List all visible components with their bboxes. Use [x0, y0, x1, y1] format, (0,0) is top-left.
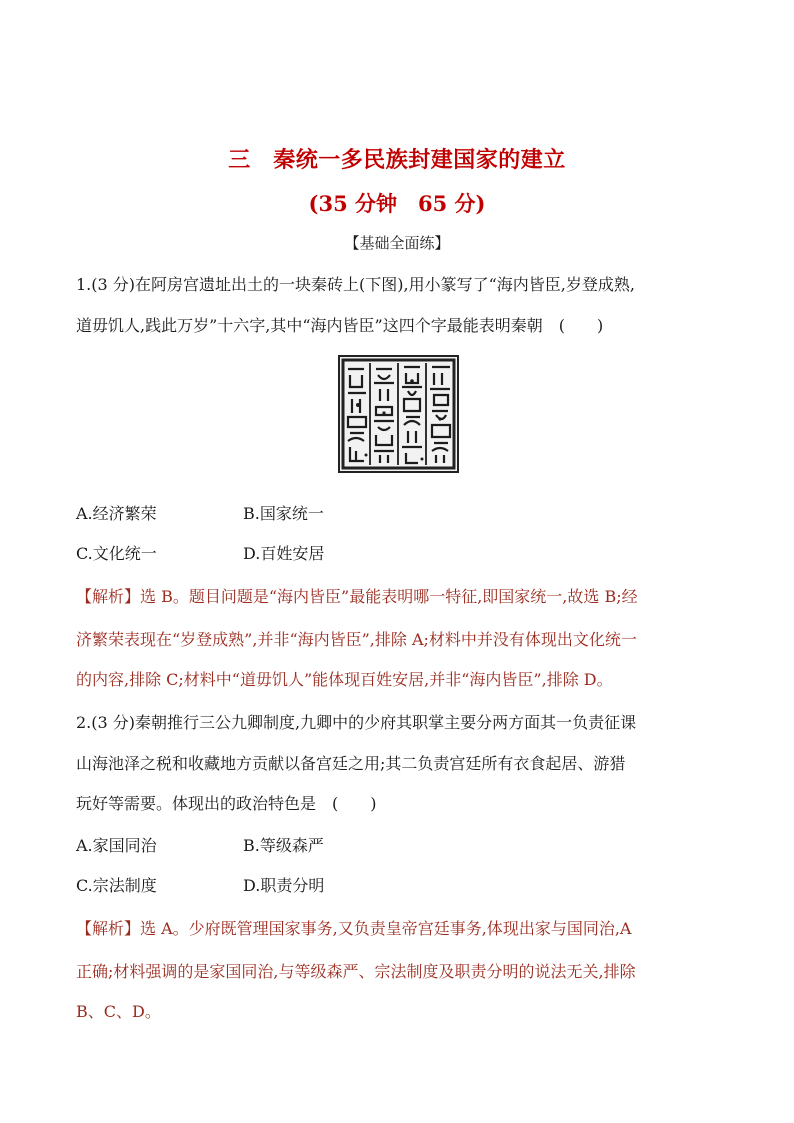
q1-option-a: A.经济繁荣: [76, 504, 157, 523]
q2-analysis-line-1: 【解析】选 A。少府既管理国家事务,又负责皇帝宫廷事务,体现出家与国同治,A: [76, 919, 632, 938]
q2-analysis-line-3: B、C、D。: [76, 1002, 161, 1021]
q2-stem-line-3: 玩好等需要。体现出的政治特色是 ( ): [76, 794, 377, 813]
q2-option-a: A.家国同治: [76, 836, 157, 855]
brick-seal-icon: [338, 355, 459, 473]
page-subtitle: (35 分钟 65 分): [308, 191, 486, 216]
q1-option-c: C.文化统一: [76, 544, 157, 563]
section-heading: 【基础全面练】: [344, 234, 450, 252]
q2-option-b: B.等级森严: [243, 836, 324, 855]
q2-option-c: C.宗法制度: [76, 876, 157, 895]
q1-analysis-line-1: 【解析】选 B。题目问题是“海内皆臣”最能表明哪一特征,即国家统一,故选 B;经: [76, 587, 638, 606]
qin-brick-seal-image: [338, 355, 459, 473]
q1-analysis-line-2: 济繁荣表现在“岁登成熟”,并非“海内皆臣”,排除 A;材料中并没有体现出文化统一: [76, 630, 637, 649]
q1-option-d: D.百姓安居: [243, 544, 325, 563]
page-title: 三 秦统一多民族封建国家的建立: [228, 148, 566, 173]
q2-stem-line-2: 山海池泽之税和收藏地方贡献以备宫廷之用;其二负责宫廷所有衣食起居、游猎: [76, 754, 626, 773]
q1-option-b: B.国家统一: [243, 504, 324, 523]
q1-stem-line-1: 1.(3 分)在阿房宫遗址出土的一块秦砖上(下图),用小篆写了“海内皆臣,岁登成熟,: [76, 275, 635, 294]
q2-option-d: D.职责分明: [243, 876, 325, 895]
q2-stem-line-1: 2.(3 分)秦朝推行三公九卿制度,九卿中的少府其职掌主要分两方面其一负责征课: [76, 713, 637, 732]
q1-stem-line-2: 道毋饥人,践此万岁”十六字,其中“海内皆臣”这四个字最能表明秦朝 ( ): [76, 316, 604, 335]
q2-analysis-line-2: 正确;材料强调的是家国同治,与等级森严、宗法制度及职责分明的说法无关,排除: [76, 962, 636, 981]
q1-analysis-line-3: 的内容,排除 C;材料中“道毋饥人”能体现百姓安居,并非“海内皆臣”,排除 D。: [76, 670, 613, 689]
